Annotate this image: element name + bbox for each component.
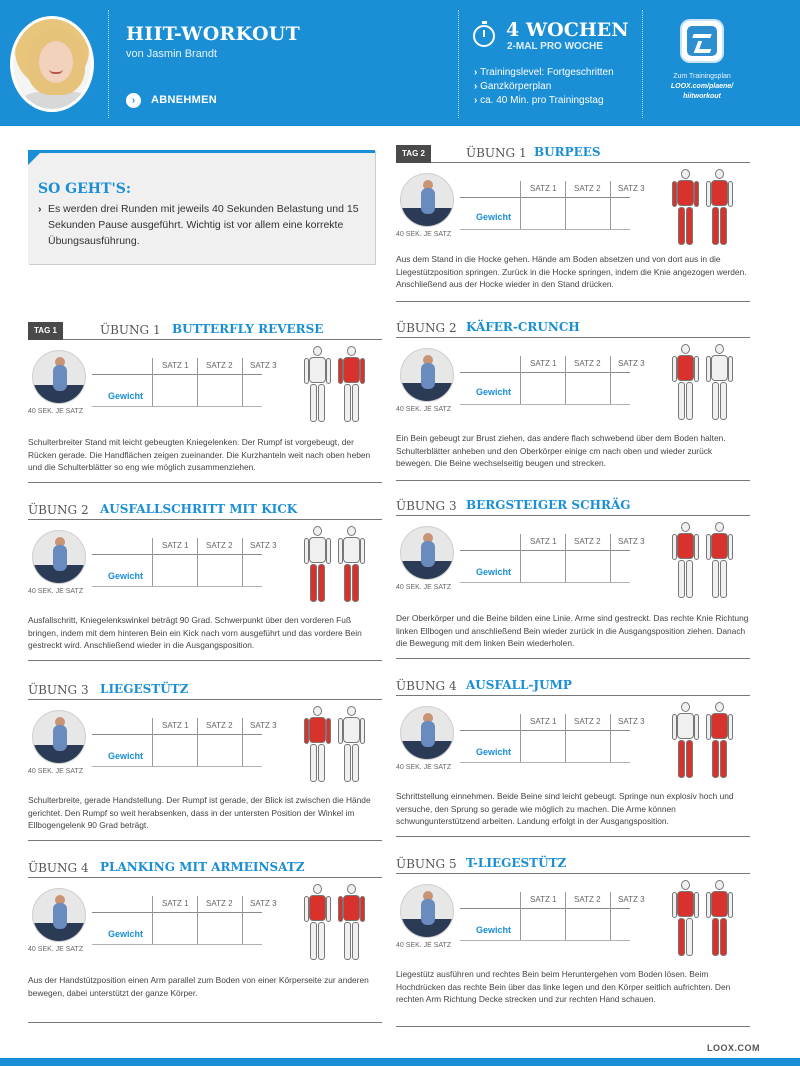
arrow-right-icon: › bbox=[126, 93, 141, 108]
set-label: SATZ 3 bbox=[618, 717, 645, 726]
author-avatar bbox=[10, 16, 94, 112]
exercise-photo bbox=[32, 888, 86, 942]
howto-text: › Es werden drei Runden mit jeweils 40 Sekunden Belastung und 15 Sekunden Pause ausgeführt. Wichtig ist vor allem eine korrekte Übungsausführung. bbox=[38, 201, 368, 249]
exercise-name: T-LIEGESTÜTZ bbox=[466, 856, 567, 870]
muscle-front-figure bbox=[303, 706, 331, 784]
stopwatch-icon bbox=[473, 25, 495, 47]
weight-label: Gewicht bbox=[476, 747, 512, 757]
exercise-description: Liegestütz ausführen und rechtes Bein beim Heruntergehen vom Boden lösen. Beim Hochdrücken das rechte Bein über das linke legen und den Körper seitlich aufrichten. Den rechten Arm Richtung Decke strecken und zur rechten Hand schauen. bbox=[396, 969, 731, 1004]
exercise-name: BERGSTEIGER SCHRÄG bbox=[466, 498, 631, 512]
exercise-photo bbox=[400, 173, 454, 227]
exercise-description: Ein Bein gebeugt zur Brust ziehen, das andere flach schwebend über dem Boden halten. Schulterblätter anheben und den Oberkörper einige cm nach oben und wieder zurück bewegen. Die Beine wechselseitig beugen und strecken. bbox=[396, 433, 726, 468]
muscle-back-figure bbox=[337, 346, 365, 424]
exercise-number: ÜBUNG 2 bbox=[28, 503, 89, 517]
set-label: SATZ 3 bbox=[250, 541, 277, 550]
exercise-number: ÜBUNG 3 bbox=[396, 499, 457, 513]
muscle-front-figure bbox=[303, 526, 331, 604]
loox-app-icon bbox=[682, 21, 722, 61]
exercise-description: Schrittstellung einnehmen. Beide Beine sind leicht gebeugt. Springe nun explosiv hoch und versuche, den Sprung so gerade wie möglich zu machen. Die Arme können schwungunterstützend arbeiten. Landung erfolgt in der Ausgangsposition. bbox=[396, 791, 734, 826]
weight-label: Gewicht bbox=[108, 751, 144, 761]
set-grid bbox=[460, 714, 645, 748]
exercise-photo bbox=[32, 530, 86, 584]
duration-note: 40 SEK. JE SATZ bbox=[396, 764, 452, 771]
exercise-name: LIEGESTÜTZ bbox=[100, 682, 189, 696]
set-label: SATZ 3 bbox=[618, 359, 645, 368]
plan-link-url-2: hiitworkout bbox=[683, 93, 721, 100]
plan-link-box bbox=[652, 72, 752, 102]
exercise-name: KÄFER-CRUNCH bbox=[466, 320, 580, 334]
exercise-number: ÜBUNG 1 bbox=[466, 146, 527, 160]
weight-label: Gewicht bbox=[476, 925, 512, 935]
set-label: SATZ 2 bbox=[574, 359, 601, 368]
exercise-number: ÜBUNG 5 bbox=[396, 857, 457, 871]
muscle-front-figure bbox=[671, 169, 699, 247]
set-label: SATZ 3 bbox=[250, 721, 277, 730]
muscle-front-figure bbox=[671, 880, 699, 958]
duration-note: 40 SEK. JE SATZ bbox=[396, 406, 452, 413]
weight-label: Gewicht bbox=[108, 391, 144, 401]
set-label: SATZ 2 bbox=[206, 721, 233, 730]
page-title: HIIT-WORKOUT bbox=[126, 23, 301, 45]
weight-label: Gewicht bbox=[476, 567, 512, 577]
set-label: SATZ 2 bbox=[574, 184, 601, 193]
set-label: SATZ 2 bbox=[574, 537, 601, 546]
exercise-name: AUSFALLSCHRITT MIT KICK bbox=[100, 502, 298, 516]
exercise-name: BURPEES bbox=[534, 145, 601, 159]
set-grid bbox=[92, 718, 277, 752]
footer-brand: LOOX.COM bbox=[707, 1043, 760, 1053]
set-label: SATZ 1 bbox=[530, 184, 557, 193]
day-tag: TAG 1 bbox=[28, 322, 63, 340]
set-label: SATZ 1 bbox=[162, 899, 189, 908]
goal-label: ABNEHMEN bbox=[151, 94, 217, 106]
exercise-photo bbox=[400, 526, 454, 580]
duration-note: 40 SEK. JE SATZ bbox=[28, 408, 84, 415]
set-label: SATZ 1 bbox=[162, 541, 189, 550]
set-label: SATZ 3 bbox=[618, 537, 645, 546]
set-grid bbox=[460, 181, 645, 215]
set-label: SATZ 1 bbox=[162, 361, 189, 370]
howto-box bbox=[28, 150, 375, 264]
muscle-front-figure bbox=[303, 346, 331, 424]
set-grid bbox=[92, 896, 277, 930]
muscle-front-figure bbox=[303, 884, 331, 962]
exercise-description: Der Oberkörper und die Beine bilden eine Linie. Arme sind gestreckt. Das rechte Knie Richtung linken Ellbogen und anschließend Bein wieder zurück in die Ausgangsposition ziehen. Danach die Bewegung mit dem linken Bein wiederholen. bbox=[396, 613, 749, 648]
duration-label: 4 WOCHEN bbox=[506, 19, 629, 41]
exercise-number: ÜBUNG 4 bbox=[28, 861, 89, 875]
exercise-number: ÜBUNG 2 bbox=[396, 321, 457, 335]
exercise-number: ÜBUNG 1 bbox=[100, 323, 161, 337]
duration-note: 40 SEK. JE SATZ bbox=[28, 768, 84, 775]
exercise-name: PLANKING MIT ARMEINSATZ bbox=[100, 860, 305, 874]
muscle-back-figure bbox=[337, 526, 365, 604]
muscle-back-figure bbox=[705, 344, 733, 422]
exercise-name: BUTTERFLY REVERSE bbox=[172, 322, 324, 336]
duration-note: 40 SEK. JE SATZ bbox=[28, 946, 84, 953]
set-label: SATZ 1 bbox=[162, 721, 189, 730]
set-label: SATZ 1 bbox=[530, 359, 557, 368]
set-grid bbox=[92, 358, 277, 392]
muscle-back-figure bbox=[705, 880, 733, 958]
exercise-description: Schulterbreite, gerade Handstellung. Der Rumpf ist gerade, der Blick ist zwischen die Hände gerichtet. Den Rumpf so weit herabsenken, dass in der untersten Position der Winkel im Ellbogengelenk 90 Grad beträgt. bbox=[28, 795, 371, 830]
footer-bar bbox=[0, 1058, 800, 1066]
set-label: SATZ 1 bbox=[530, 537, 557, 546]
exercise-description: Aus der Handstützposition einen Arm parallel zum Boden von einer Körperseite zur anderen bewegen, dabei unterstützt der ganze Körper. bbox=[28, 975, 369, 998]
set-label: SATZ 2 bbox=[206, 361, 233, 370]
howto-title: SO GEHT'S: bbox=[38, 181, 132, 197]
exercise-number: ÜBUNG 3 bbox=[28, 683, 89, 697]
exercise-photo bbox=[32, 350, 86, 404]
day-tag: TAG 2 bbox=[396, 145, 431, 163]
weight-label: Gewicht bbox=[108, 571, 144, 581]
set-grid bbox=[92, 538, 277, 572]
set-label: SATZ 3 bbox=[618, 895, 645, 904]
exercise-description: Schulterbreiter Stand mit leicht gebeugten Kniegelenken. Der Rumpf ist vorgebeugt, der Rücken gerade. Die Handflächen zeigen zueinander. Die Kurzhanteln weit nach oben heben und die Schulterblätter so eng wie möglich zusammenziehen. bbox=[28, 437, 371, 472]
exercise-description: Aus dem Stand in die Hocke gehen. Hände am Boden absetzen und von dort aus in die Liegestützposition springen. Zurück in die Hocke springen, indem die Knie angezogen werden. Anschließend aus der Hocke wieder in den Stand drücken. bbox=[396, 254, 747, 289]
set-label: SATZ 2 bbox=[574, 895, 601, 904]
author-name: von Jasmin Brandt bbox=[126, 48, 218, 60]
weight-label: Gewicht bbox=[476, 387, 512, 397]
frequency-label: 2-MAL PRO WOCHE bbox=[507, 41, 603, 52]
set-label: SATZ 2 bbox=[206, 541, 233, 550]
set-label: SATZ 2 bbox=[574, 717, 601, 726]
set-label: SATZ 1 bbox=[530, 717, 557, 726]
muscle-back-figure bbox=[337, 706, 365, 784]
set-label: SATZ 1 bbox=[530, 895, 557, 904]
muscle-back-figure bbox=[705, 702, 733, 780]
exercise-photo bbox=[400, 884, 454, 938]
muscle-back-figure bbox=[337, 884, 365, 962]
duration-note: 40 SEK. JE SATZ bbox=[396, 584, 452, 591]
muscle-front-figure bbox=[671, 522, 699, 600]
exercise-name: AUSFALL-JUMP bbox=[466, 678, 572, 692]
plan-link-url-1: LOOX.com/plaene/ bbox=[670, 83, 734, 90]
set-label: SATZ 3 bbox=[618, 184, 645, 193]
duration-note: 40 SEK. JE SATZ bbox=[396, 942, 452, 949]
plan-link-caption: Zum Trainingsplan bbox=[673, 73, 731, 80]
set-grid bbox=[460, 356, 645, 390]
set-grid bbox=[460, 534, 645, 568]
muscle-front-figure bbox=[671, 702, 699, 780]
muscle-back-figure bbox=[705, 169, 733, 247]
weight-label: Gewicht bbox=[108, 929, 144, 939]
set-label: SATZ 2 bbox=[206, 899, 233, 908]
exercise-number: ÜBUNG 4 bbox=[396, 679, 457, 693]
fact-item: › Trainingslevel: Fortgeschritten bbox=[474, 66, 614, 80]
muscle-front-figure bbox=[671, 344, 699, 422]
weight-label: Gewicht bbox=[476, 212, 512, 222]
muscle-back-figure bbox=[705, 522, 733, 600]
exercise-description: Ausfallschritt, Kniegelenkswinkel beträgt 90 Grad. Schwerpunkt über den vorderen Fuß bringen, indem mit dem hinteren Bein ein Kick nach vorn ausgeführt und das vordere Bein gestreckt wird. Anschließend wieder in die Ausgangsposition. bbox=[28, 615, 362, 650]
duration-note: 40 SEK. JE SATZ bbox=[396, 231, 452, 238]
exercise-photo bbox=[400, 348, 454, 402]
fact-item: › ca. 40 Min. pro Trainingstag bbox=[474, 94, 614, 108]
plan-facts bbox=[474, 66, 614, 108]
duration-note: 40 SEK. JE SATZ bbox=[28, 588, 84, 595]
set-grid bbox=[460, 892, 645, 926]
exercise-photo bbox=[400, 706, 454, 760]
set-label: SATZ 3 bbox=[250, 899, 277, 908]
header bbox=[0, 0, 800, 126]
exercise-photo bbox=[32, 710, 86, 764]
fact-item: › Ganzkörperplan bbox=[474, 80, 614, 94]
set-label: SATZ 3 bbox=[250, 361, 277, 370]
